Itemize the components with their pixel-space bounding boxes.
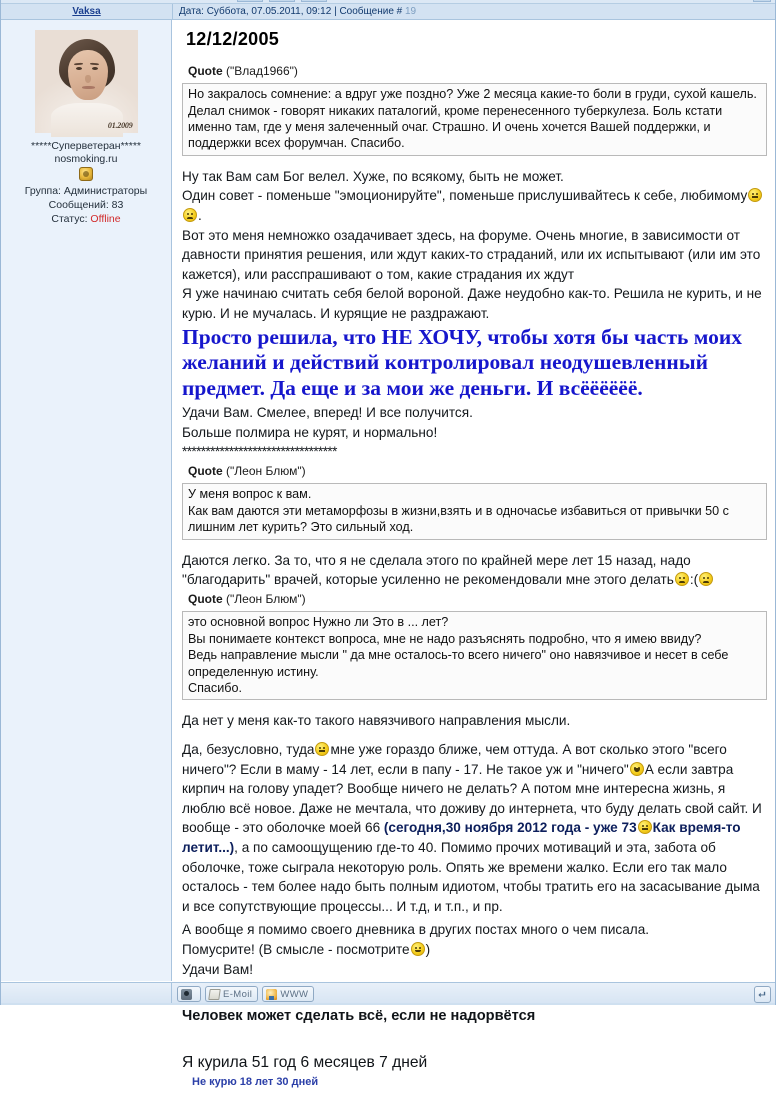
- paragraph-11-a: Помусрите! (В смысле - посмотрите: [182, 942, 410, 957]
- paragraph-9-a: Да, безусловно, туда: [182, 742, 315, 758]
- paragraph-9-d: , а по самоощущению где-то 40. Помимо прочих мотиваций и эта, забота об оболочке, тоже сыграла некоторую роль. Опять же времени жалко. Если его так мало осталось - тем более надо быть полным идиотом, чтобы тратить его на засасывание дыма и все сопутствующие процессы... И т.д, и т.п., и пр.: [182, 840, 760, 914]
- signature-motto: Человек может сделать всё, если не надорвётся: [182, 1008, 536, 1025]
- author-rank: *****Суперветеран***** nosmoking.ru: [30, 140, 142, 165]
- author-sidebar: [1, 20, 172, 981]
- quote-author: ("Леон Блюм"): [226, 591, 306, 606]
- emoticon-neutral-icon-2: [638, 820, 652, 834]
- post-date-meta: Дата: Суббота, 07.05.2011, 09:12 | Сообщение #: [179, 5, 403, 17]
- quote-label: Quote: [188, 463, 223, 478]
- strip-fragment: [237, 0, 263, 2]
- spacer: [182, 158, 767, 167]
- website-button[interactable]: [262, 986, 314, 1002]
- emoticon-neutral-icon: [315, 742, 329, 756]
- spacer: [182, 542, 767, 551]
- quote-header-2: [188, 462, 767, 482]
- quote-arrow-icon: [758, 990, 767, 999]
- spacer: [182, 731, 767, 740]
- post-header-bar: [1, 4, 775, 20]
- quote-line: Спасибо.: [188, 681, 242, 696]
- post-footer-toolbar: [1, 982, 775, 1005]
- paragraph-7-tail: :(: [689, 572, 699, 588]
- avatar-nose: [85, 75, 91, 83]
- quote-line: У меня вопрос к вам.: [188, 487, 312, 502]
- quote-author: ("Леон Блюм"): [226, 463, 306, 478]
- emoticon-confused-icon: [748, 188, 762, 202]
- emoticon-frown-icon: [675, 572, 689, 586]
- paragraph-2: [182, 186, 767, 225]
- emoticon-frown-icon-2: [699, 572, 713, 586]
- paragraph-9-c: А если завтра кирпич на голову упадет? Вообще ничего не делать? А потом мне интересна жизнь, я люблю всё новое. Даже не мечтала, что доживу до интернета, что буду делать свой сайт. И вообще - это оболочке моей 66: [182, 761, 762, 836]
- rank-badge-icon: [79, 167, 93, 181]
- quote-label: Quote: [188, 63, 223, 78]
- status-badge: Offline: [90, 213, 121, 225]
- email-button[interactable]: [205, 986, 258, 1002]
- post-number: 19: [405, 5, 417, 17]
- paragraph-10: А вообще я помимо своего дневника в других постах много о чем писала.: [182, 922, 650, 938]
- quote-header-1: [188, 62, 767, 82]
- quote-line: Вы понимаете контекст вопроса, мне не надо разъяснять подробно, что я имею ввиду?: [188, 631, 702, 646]
- avatar-eye-right: [92, 67, 98, 70]
- paragraph-2-text: Один совет - поменьше "эмоционируйте", поменьше прислушивайтесь к себе, любимому: [182, 188, 748, 204]
- paragraph-2-tail: .: [198, 208, 202, 223]
- website-button-label: WWW: [280, 988, 309, 1000]
- paragraph-8: Да нет у меня как-то такого навязчивого направления мысли.: [182, 713, 571, 729]
- asterisk-divider: *********************************: [182, 444, 337, 460]
- post-title-date: 12/12/2005: [186, 29, 280, 49]
- paragraph-7-text: Даются легко. За то, что я не сделала этого по крайней мере лет 15 назад, надо "благодарить" врачей, которые усиленно не рекомендовали мне этого делать: [182, 552, 691, 588]
- top-clipped-strip: [1, 0, 775, 4]
- profile-button[interactable]: [177, 986, 201, 1002]
- quote-line: Ведь направление мысли " да мне осталось-то всего ничего" оно навязчивое и несет в себе определенную истину.: [188, 648, 729, 679]
- profile-icon: [181, 989, 192, 1000]
- home-icon: [266, 989, 277, 1000]
- avatar-date-stamp: 01.2009: [107, 121, 133, 130]
- paragraph-3: Вот это меня немножко озадачивает здесь, на форуме. Очень многие, в зависимости от давности принятия решения, или ждут каких-то страданий, или их испытывают (или им это кажется), или расспрашивают о том, какие страдания их ждут: [182, 227, 761, 282]
- author-group: Группа: Администраторы: [24, 185, 148, 197]
- strip-fragment: [301, 0, 327, 2]
- avatar: [35, 30, 138, 133]
- avatar-eye-left: [76, 67, 82, 70]
- paragraph-4: Я уже начинаю считать себя белой вороной. Даже неудобно как-то. Решила не курить, и не курю. И не мучалась. И курящие не раздражают.: [182, 286, 762, 321]
- paragraph-12: Удачи Вам!: [182, 961, 253, 977]
- signature-quit-counter: Не курю 18 лет 30 дней: [192, 1076, 319, 1089]
- strip-fragment: [753, 0, 771, 2]
- quote-box-2: [182, 483, 767, 539]
- bottom-edge-line: [1, 1003, 775, 1005]
- emoticon-grin-icon: [630, 762, 644, 776]
- signature-smoked-duration: Я курила 51 год 6 месяцев 7 дней: [182, 1053, 428, 1071]
- paragraph-9: [182, 740, 767, 916]
- quote-line: это основной вопрос Нужно ли Это в ... лет?: [188, 615, 449, 630]
- quote-box-1: Но закралось сомнение: а вдруг уже поздно? Уже 2 месяца какие-то боли в груди, сухой кашель. Делал снимок - говорят никаких паталогий, кроме перенесенного туберкулеза. Боль кстати именно там, где у меня залеченный очаг. Страшно. И очень хочется Вашей поддержки, и поддержки всех форумчан. Спасибо.: [182, 83, 767, 156]
- mail-icon: [208, 989, 221, 1000]
- paragraph-1: Ну так Вам сам Бог велел. Хуже, по всякому, быть не может.: [182, 168, 564, 184]
- paragraph-7: [182, 551, 767, 590]
- quote-line: Как вам даются эти метаморфозы в жизни,взять и в одночасье избавиться от привычки 50 с лишним лет курить? Это сильный ход.: [188, 503, 729, 535]
- emoticon-smile-icon: [411, 942, 425, 956]
- quote-box-3: [182, 611, 767, 700]
- highlighted-statement: Просто решила, что НЕ ХОЧУ, чтобы хотя бы часть моих желаний и действий контролировал неодушевленный предмет. Да еще и за мои же деньги. И всёёёёёё.: [182, 324, 742, 400]
- spacer: [182, 702, 767, 711]
- paragraph-6: Больше полмира не курят, и нормально!: [182, 424, 438, 440]
- quote-label: Quote: [188, 591, 223, 606]
- emoticon-wink-icon: [183, 208, 197, 222]
- quote-reply-button[interactable]: [754, 986, 771, 1003]
- avatar-mouth: [82, 86, 95, 89]
- footer-sidebar-spacer: [1, 983, 172, 1005]
- strip-fragment: [269, 0, 295, 2]
- quote-header-3: [188, 590, 767, 610]
- paragraph-9-bold-1: (сегодня,30 ноября 2012 года - уже 73: [383, 820, 637, 836]
- author-status: [1, 212, 171, 226]
- post-author-link[interactable]: Vaksa: [72, 5, 101, 17]
- footer-actions: [172, 983, 775, 1005]
- paragraph-5: Удачи Вам. Смелее, вперед! И все получится.: [182, 405, 473, 421]
- quote-author: ("Влад1966"): [226, 63, 298, 78]
- paragraph-11-b: ): [425, 942, 431, 957]
- paragraph-9-bold-2: Как время-то летит...): [182, 820, 741, 856]
- paragraph-11: [182, 940, 767, 960]
- paragraph-9-b: мне уже гораздо ближе, чем оттуда. А вот сколько этого "всего ничего"? Если в маму - 14 лет, если в папу - 17. Не такое уж и "ничего": [182, 742, 727, 777]
- post-meta: [172, 4, 775, 20]
- avatar-body: [51, 103, 123, 137]
- status-label: Статус:: [51, 213, 88, 225]
- email-button-label: E-Moil: [223, 988, 253, 1000]
- author-message-count: Сообщений: 83: [48, 199, 124, 211]
